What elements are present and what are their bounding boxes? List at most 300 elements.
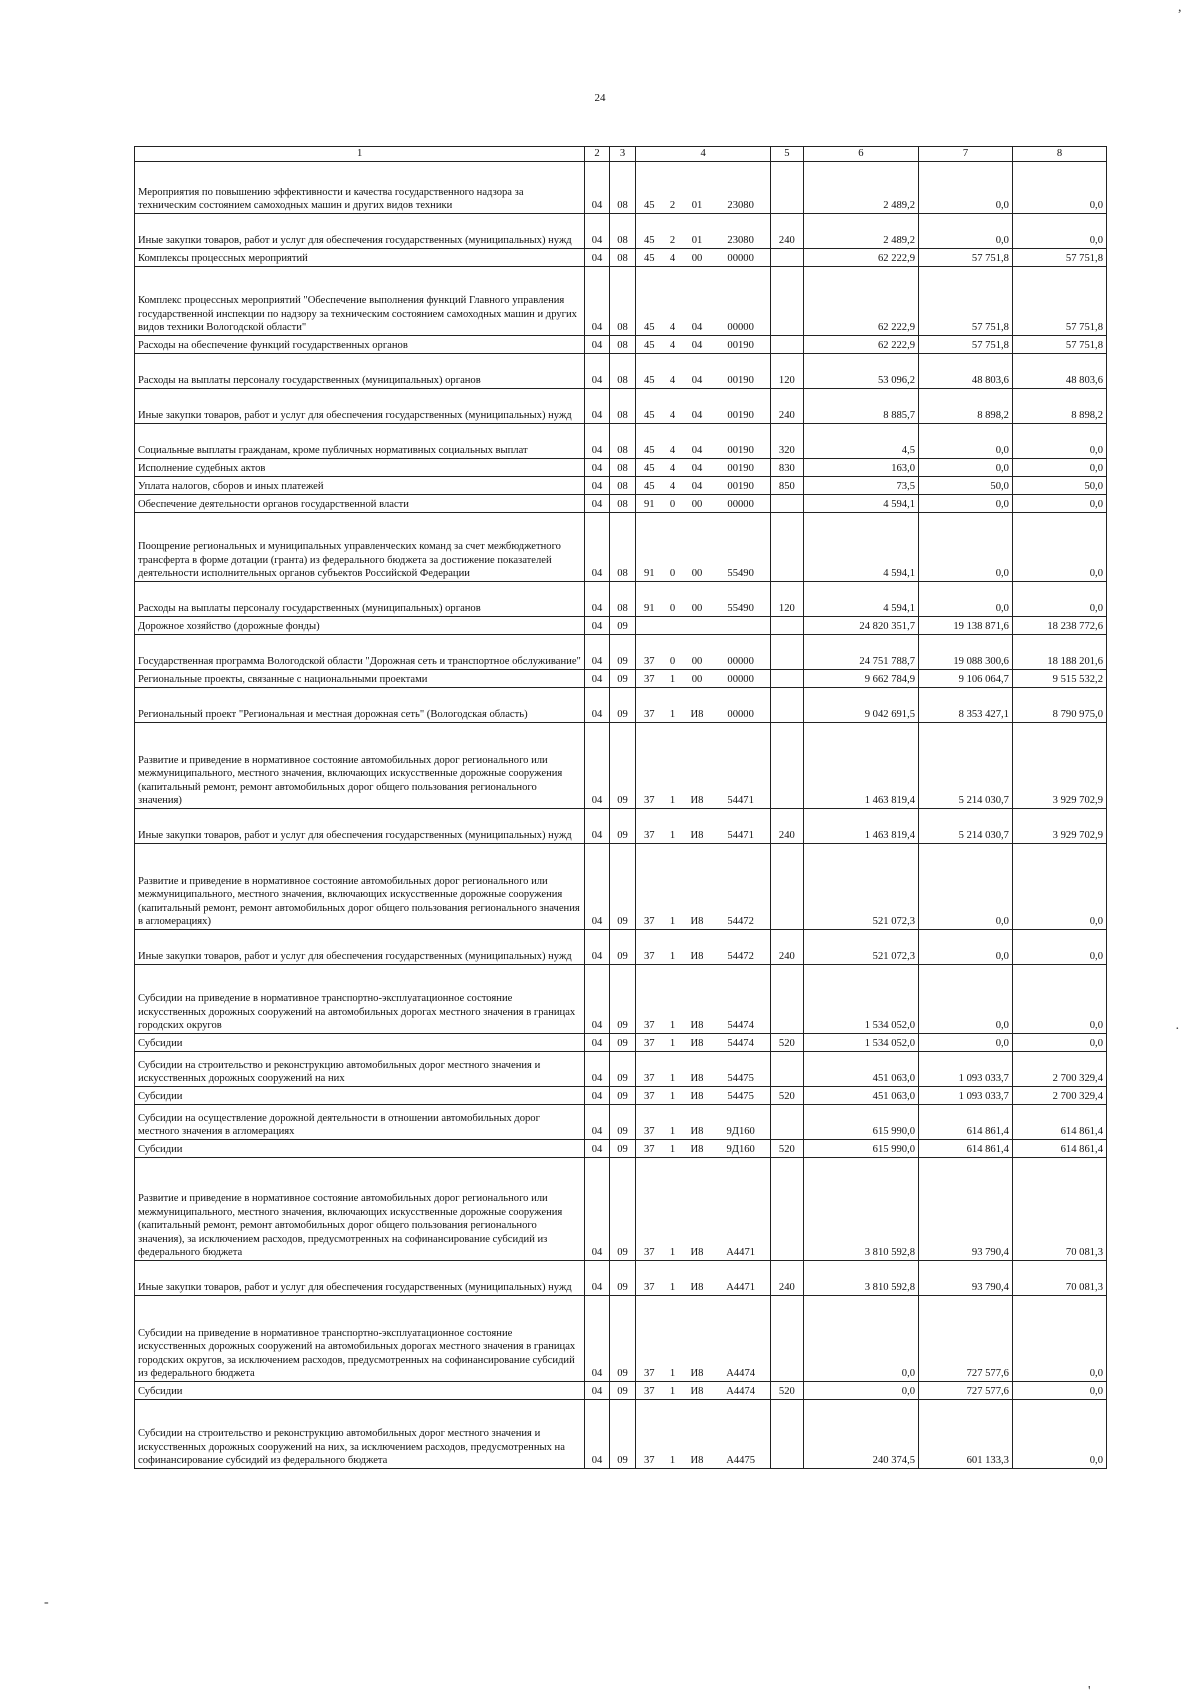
subsection-code: 08 xyxy=(609,214,636,249)
event-code: И8 xyxy=(683,809,712,844)
direction-code: 55490 xyxy=(711,582,770,617)
page-number: 24 xyxy=(594,92,606,104)
row-name: Мероприятия по повышению эффективности и качества государственного надзора за техническим состоянием самоходных машин и других видов техники xyxy=(135,162,585,214)
event-code: 04 xyxy=(683,424,712,459)
amount-col-7: 19 138 871,6 xyxy=(919,617,1013,635)
program-code: 45 xyxy=(636,424,663,459)
section-code: 04 xyxy=(585,1261,610,1296)
subsection-code: 09 xyxy=(609,930,636,965)
program-code: 91 xyxy=(636,582,663,617)
table-row xyxy=(135,336,1107,354)
direction-code: 54471 xyxy=(711,809,770,844)
row-name: Субсидии xyxy=(135,1034,585,1052)
subprogram-code: 0 xyxy=(662,582,682,617)
program-code: 37 xyxy=(636,1105,663,1140)
expense-type-code xyxy=(771,965,804,1034)
table-row xyxy=(135,1296,1107,1382)
amount-col-6: 0,0 xyxy=(803,1296,918,1382)
section-code: 04 xyxy=(585,513,610,582)
direction-code: 00000 xyxy=(711,635,770,670)
amount-col-6: 521 072,3 xyxy=(803,844,918,930)
table-row xyxy=(135,1087,1107,1105)
table-row xyxy=(135,635,1107,670)
row-name: Расходы на выплаты персоналу государственных (муниципальных) органов xyxy=(135,582,585,617)
section-code: 04 xyxy=(585,336,610,354)
expense-type-code xyxy=(771,267,804,336)
table-row xyxy=(135,1261,1107,1296)
amount-col-8: 0,0 xyxy=(1012,844,1106,930)
direction-code: 00190 xyxy=(711,336,770,354)
amount-col-6: 62 222,9 xyxy=(803,249,918,267)
program-code: 37 xyxy=(636,1261,663,1296)
row-name: Развитие и приведение в нормативное состояние автомобильных дорог регионального или межмуниципального, местного значения, включающих искусственные дорожные сооружения (капитальный ремонт, ремонт автомобильных дорог общего пользования регионального значения) xyxy=(135,723,585,809)
amount-col-8: 0,0 xyxy=(1012,582,1106,617)
expense-type-code: 830 xyxy=(771,459,804,477)
amount-col-8: 0,0 xyxy=(1012,162,1106,214)
column-header: 1 xyxy=(135,147,585,162)
event-code: 04 xyxy=(683,389,712,424)
section-code: 04 xyxy=(585,214,610,249)
expense-type-code: 520 xyxy=(771,1382,804,1400)
event-code: И8 xyxy=(683,1087,712,1105)
table-row xyxy=(135,1034,1107,1052)
subsection-code: 09 xyxy=(609,965,636,1034)
section-code: 04 xyxy=(585,1158,610,1261)
amount-col-7: 0,0 xyxy=(919,1034,1013,1052)
program-code: 37 xyxy=(636,809,663,844)
column-header: 5 xyxy=(771,147,804,162)
subprogram-code: 1 xyxy=(662,965,682,1034)
amount-col-6: 0,0 xyxy=(803,1382,918,1400)
direction-code: А4474 xyxy=(711,1296,770,1382)
row-name: Субсидии xyxy=(135,1140,585,1158)
program-code: 45 xyxy=(636,249,663,267)
section-code: 04 xyxy=(585,844,610,930)
table-row xyxy=(135,1158,1107,1261)
event-code: И8 xyxy=(683,1140,712,1158)
row-name: Комплекс процессных мероприятий "Обеспечение выполнения функций Главного управления государственной инспекции по надзору за техническим состоянием самоходных машин и других видов техники Вологодской области" xyxy=(135,267,585,336)
row-name: Обеспечение деятельности органов государственной власти xyxy=(135,495,585,513)
amount-col-7: 5 214 030,7 xyxy=(919,723,1013,809)
direction-code: 00190 xyxy=(711,389,770,424)
event-code: 00 xyxy=(683,495,712,513)
event-code: И8 xyxy=(683,1400,712,1469)
amount-col-6: 240 374,5 xyxy=(803,1400,918,1469)
column-header: 3 xyxy=(609,147,636,162)
subprogram-code: 1 xyxy=(662,723,682,809)
amount-col-6: 73,5 xyxy=(803,477,918,495)
table-row xyxy=(135,844,1107,930)
direction-code: А4475 xyxy=(711,1400,770,1469)
section-code: 04 xyxy=(585,459,610,477)
amount-col-7: 5 214 030,7 xyxy=(919,809,1013,844)
amount-col-7: 614 861,4 xyxy=(919,1140,1013,1158)
subprogram-code: 4 xyxy=(662,477,682,495)
subprogram-code: 1 xyxy=(662,809,682,844)
direction-code: 9Д160 xyxy=(711,1140,770,1158)
program-code: 45 xyxy=(636,214,663,249)
expense-type-code xyxy=(771,617,804,635)
amount-col-8: 50,0 xyxy=(1012,477,1106,495)
subprogram-code: 2 xyxy=(662,214,682,249)
amount-col-8: 0,0 xyxy=(1012,965,1106,1034)
subsection-code: 09 xyxy=(609,809,636,844)
row-name: Иные закупки товаров, работ и услуг для обеспечения государственных (муниципальных) нужд xyxy=(135,1261,585,1296)
amount-col-8: 0,0 xyxy=(1012,1400,1106,1469)
event-code: 01 xyxy=(683,214,712,249)
subsection-code: 09 xyxy=(609,1382,636,1400)
subprogram-code: 0 xyxy=(662,635,682,670)
table-row xyxy=(135,495,1107,513)
amount-col-6: 4,5 xyxy=(803,424,918,459)
amount-col-8: 2 700 329,4 xyxy=(1012,1087,1106,1105)
column-header: 4 xyxy=(636,147,771,162)
table-row xyxy=(135,354,1107,389)
row-name: Расходы на выплаты персоналу государственных (муниципальных) органов xyxy=(135,354,585,389)
expense-type-code: 120 xyxy=(771,354,804,389)
amount-col-6: 24 751 788,7 xyxy=(803,635,918,670)
row-name: Субсидии на осуществление дорожной деятельности в отношении автомобильных дорог местного значения в агломерациях xyxy=(135,1105,585,1140)
direction-code: 55490 xyxy=(711,513,770,582)
amount-col-8: 70 081,3 xyxy=(1012,1158,1106,1261)
expense-type-code: 520 xyxy=(771,1140,804,1158)
subprogram-code: 1 xyxy=(662,1400,682,1469)
amount-col-6: 3 810 592,8 xyxy=(803,1261,918,1296)
section-code: 04 xyxy=(585,1296,610,1382)
amount-col-7: 93 790,4 xyxy=(919,1158,1013,1261)
subsection-code: 08 xyxy=(609,162,636,214)
expense-type-code xyxy=(771,1158,804,1261)
amount-col-7: 0,0 xyxy=(919,459,1013,477)
amount-col-8: 614 861,4 xyxy=(1012,1105,1106,1140)
amount-col-6: 4 594,1 xyxy=(803,582,918,617)
amount-col-6: 1 534 052,0 xyxy=(803,1034,918,1052)
amount-col-8: 8 898,2 xyxy=(1012,389,1106,424)
amount-col-7: 57 751,8 xyxy=(919,267,1013,336)
expense-type-code: 120 xyxy=(771,582,804,617)
expense-type-code xyxy=(771,1105,804,1140)
direction-code xyxy=(711,617,770,635)
amount-col-8: 3 929 702,9 xyxy=(1012,723,1106,809)
subsection-code: 08 xyxy=(609,267,636,336)
amount-col-8: 0,0 xyxy=(1012,930,1106,965)
subprogram-code: 1 xyxy=(662,1087,682,1105)
amount-col-8: 9 515 532,2 xyxy=(1012,670,1106,688)
event-code: И8 xyxy=(683,723,712,809)
section-code: 04 xyxy=(585,965,610,1034)
amount-col-6: 62 222,9 xyxy=(803,267,918,336)
subsection-code: 08 xyxy=(609,513,636,582)
subprogram-code: 1 xyxy=(662,1382,682,1400)
table-row xyxy=(135,582,1107,617)
row-name: Региональный проект "Региональная и местная дорожная сеть" (Вологодская область) xyxy=(135,688,585,723)
amount-col-8: 0,0 xyxy=(1012,459,1106,477)
direction-code: 00000 xyxy=(711,688,770,723)
event-code: 01 xyxy=(683,162,712,214)
expense-type-code: 240 xyxy=(771,389,804,424)
direction-code: 54472 xyxy=(711,844,770,930)
amount-col-7: 1 093 033,7 xyxy=(919,1087,1013,1105)
expense-type-code: 240 xyxy=(771,930,804,965)
amount-col-7: 57 751,8 xyxy=(919,249,1013,267)
expense-type-code xyxy=(771,670,804,688)
program-code: 37 xyxy=(636,844,663,930)
direction-code: 54474 xyxy=(711,965,770,1034)
event-code: 04 xyxy=(683,267,712,336)
amount-col-8: 70 081,3 xyxy=(1012,1261,1106,1296)
direction-code: 54474 xyxy=(711,1034,770,1052)
subprogram-code: 1 xyxy=(662,1158,682,1261)
section-code: 04 xyxy=(585,809,610,844)
event-code: 00 xyxy=(683,513,712,582)
section-code: 04 xyxy=(585,424,610,459)
program-code: 45 xyxy=(636,389,663,424)
program-code: 37 xyxy=(636,965,663,1034)
row-name: Поощрение региональных и муниципальных управленческих команд за счет межбюджетного трансферта в форме дотации (гранта) из федерального бюджета за достижение показателей деятельности исполнительных органов субъектов Российской Федерации xyxy=(135,513,585,582)
program-code: 37 xyxy=(636,688,663,723)
expense-type-code: 850 xyxy=(771,477,804,495)
column-header: 6 xyxy=(803,147,918,162)
amount-col-7: 48 803,6 xyxy=(919,354,1013,389)
subprogram-code: 1 xyxy=(662,688,682,723)
table-row xyxy=(135,723,1107,809)
section-code: 04 xyxy=(585,688,610,723)
section-code: 04 xyxy=(585,477,610,495)
expense-type-code: 520 xyxy=(771,1034,804,1052)
amount-col-6: 1 534 052,0 xyxy=(803,965,918,1034)
section-code: 04 xyxy=(585,1382,610,1400)
expense-type-code xyxy=(771,688,804,723)
program-code: 37 xyxy=(636,1296,663,1382)
amount-col-7: 0,0 xyxy=(919,162,1013,214)
table-row xyxy=(135,688,1107,723)
subprogram-code: 1 xyxy=(662,1296,682,1382)
subsection-code: 09 xyxy=(609,1140,636,1158)
row-name: Иные закупки товаров, работ и услуг для обеспечения государственных (муниципальных) нужд xyxy=(135,809,585,844)
section-code: 04 xyxy=(585,930,610,965)
amount-col-7: 1 093 033,7 xyxy=(919,1052,1013,1087)
amount-col-8: 48 803,6 xyxy=(1012,354,1106,389)
table-row xyxy=(135,1400,1107,1469)
subsection-code: 08 xyxy=(609,336,636,354)
event-code: 00 xyxy=(683,249,712,267)
subprogram-code xyxy=(662,617,682,635)
section-code: 04 xyxy=(585,582,610,617)
row-name: Уплата налогов, сборов и иных платежей xyxy=(135,477,585,495)
direction-code: 9Д160 xyxy=(711,1105,770,1140)
direction-code: 54475 xyxy=(711,1052,770,1087)
row-name: Исполнение судебных актов xyxy=(135,459,585,477)
amount-col-6: 1 463 819,4 xyxy=(803,723,918,809)
expense-type-code xyxy=(771,1400,804,1469)
row-name: Развитие и приведение в нормативное состояние автомобильных дорог регионального или межмуниципального, местного значения, включающих искусственные дорожные сооружения (капитальный ремонт, ремонт автомобильных дорог общего пользования регионального значения в агломерациях) xyxy=(135,844,585,930)
event-code: И8 xyxy=(683,1261,712,1296)
direction-code: А4471 xyxy=(711,1158,770,1261)
amount-col-8: 57 751,8 xyxy=(1012,249,1106,267)
event-code: И8 xyxy=(683,688,712,723)
row-name: Субсидии на строительство и реконструкцию автомобильных дорог местного значения и искусственных дорожных сооружений на них, за исключением расходов, предусмотренных на софинансирование субсидий из федерального бюджета xyxy=(135,1400,585,1469)
subsection-code: 09 xyxy=(609,1105,636,1140)
section-code: 04 xyxy=(585,1087,610,1105)
amount-col-6: 9 042 691,5 xyxy=(803,688,918,723)
amount-col-6: 451 063,0 xyxy=(803,1052,918,1087)
subsection-code: 08 xyxy=(609,354,636,389)
table-row xyxy=(135,809,1107,844)
row-name: Региональные проекты, связанные с национальными проектами xyxy=(135,670,585,688)
section-code: 04 xyxy=(585,1052,610,1087)
program-code: 37 xyxy=(636,1140,663,1158)
row-name: Расходы на обеспечение функций государственных органов xyxy=(135,336,585,354)
subprogram-code: 1 xyxy=(662,1105,682,1140)
table-row xyxy=(135,930,1107,965)
row-name: Субсидии на приведение в нормативное транспортно-эксплуатационное состояние искусственных дорожных сооружений на автомобильных дорогах местного значения в границах городских округов xyxy=(135,965,585,1034)
program-code: 37 xyxy=(636,1158,663,1261)
expense-type-code xyxy=(771,1052,804,1087)
subsection-code: 09 xyxy=(609,1261,636,1296)
direction-code: 00000 xyxy=(711,249,770,267)
subsection-code: 08 xyxy=(609,477,636,495)
direction-code: 00190 xyxy=(711,459,770,477)
subsection-code: 08 xyxy=(609,249,636,267)
subprogram-code: 1 xyxy=(662,844,682,930)
row-name: Субсидии xyxy=(135,1382,585,1400)
direction-code: 00190 xyxy=(711,477,770,495)
row-name: Субсидии на приведение в нормативное транспортно-эксплуатационное состояние искусственных дорожных сооружений на автомобильных дорогах местного значения в границах городских округов, за исключением расходов, предусмотренных на софинансирование субсидий из федерального бюджета xyxy=(135,1296,585,1382)
amount-col-8: 0,0 xyxy=(1012,424,1106,459)
amount-col-7: 727 577,6 xyxy=(919,1296,1013,1382)
program-code: 45 xyxy=(636,336,663,354)
expense-type-code: 240 xyxy=(771,809,804,844)
scan-mark: , xyxy=(1178,0,1182,15)
amount-col-8: 18 238 772,6 xyxy=(1012,617,1106,635)
table-row xyxy=(135,162,1107,214)
section-code: 04 xyxy=(585,162,610,214)
event-code: И8 xyxy=(683,1158,712,1261)
budget-table xyxy=(134,146,1107,1469)
amount-col-7: 0,0 xyxy=(919,513,1013,582)
event-code: И8 xyxy=(683,1105,712,1140)
subsection-code: 09 xyxy=(609,723,636,809)
event-code: И8 xyxy=(683,1034,712,1052)
program-code: 37 xyxy=(636,1034,663,1052)
amount-col-7: 0,0 xyxy=(919,214,1013,249)
expense-type-code: 240 xyxy=(771,1261,804,1296)
subprogram-code: 1 xyxy=(662,670,682,688)
table-row xyxy=(135,214,1107,249)
direction-code: 54475 xyxy=(711,1087,770,1105)
expense-type-code xyxy=(771,336,804,354)
table-row xyxy=(135,1105,1107,1140)
subprogram-code: 1 xyxy=(662,1140,682,1158)
row-name: Иные закупки товаров, работ и услуг для обеспечения государственных (муниципальных) нужд xyxy=(135,214,585,249)
table-row xyxy=(135,249,1107,267)
direction-code: 00000 xyxy=(711,267,770,336)
section-code: 04 xyxy=(585,267,610,336)
amount-col-8: 0,0 xyxy=(1012,1382,1106,1400)
program-code: 45 xyxy=(636,459,663,477)
program-code: 45 xyxy=(636,477,663,495)
expense-type-code xyxy=(771,495,804,513)
direction-code: 00190 xyxy=(711,354,770,389)
amount-col-8: 18 188 201,6 xyxy=(1012,635,1106,670)
section-code: 04 xyxy=(585,635,610,670)
expense-type-code xyxy=(771,635,804,670)
table-row xyxy=(135,477,1107,495)
row-name: Субсидии на строительство и реконструкцию автомобильных дорог местного значения и искусственных дорожных сооружений на них xyxy=(135,1052,585,1087)
section-code: 04 xyxy=(585,617,610,635)
table-row xyxy=(135,513,1107,582)
row-name: Субсидии xyxy=(135,1087,585,1105)
row-name: Государственная программа Вологодской области "Дорожная сеть и транспортное обслуживание" xyxy=(135,635,585,670)
amount-col-8: 0,0 xyxy=(1012,495,1106,513)
amount-col-7: 8 353 427,1 xyxy=(919,688,1013,723)
amount-col-7: 0,0 xyxy=(919,844,1013,930)
amount-col-6: 1 463 819,4 xyxy=(803,809,918,844)
amount-col-8: 8 790 975,0 xyxy=(1012,688,1106,723)
program-code: 37 xyxy=(636,1382,663,1400)
event-code: 00 xyxy=(683,635,712,670)
subsection-code: 08 xyxy=(609,424,636,459)
program-code: 37 xyxy=(636,670,663,688)
subprogram-code: 1 xyxy=(662,1034,682,1052)
amount-col-8: 0,0 xyxy=(1012,214,1106,249)
expense-type-code xyxy=(771,723,804,809)
amount-col-6: 53 096,2 xyxy=(803,354,918,389)
program-code: 45 xyxy=(636,354,663,389)
program-code: 45 xyxy=(636,162,663,214)
subsection-code: 09 xyxy=(609,1400,636,1469)
amount-col-6: 163,0 xyxy=(803,459,918,477)
direction-code: 00000 xyxy=(711,495,770,513)
program-code: 45 xyxy=(636,267,663,336)
amount-col-7: 614 861,4 xyxy=(919,1105,1013,1140)
program-code: 37 xyxy=(636,1400,663,1469)
event-code: И8 xyxy=(683,965,712,1034)
amount-col-7: 0,0 xyxy=(919,965,1013,1034)
row-name: Комплексы процессных мероприятий xyxy=(135,249,585,267)
amount-col-6: 2 489,2 xyxy=(803,162,918,214)
program-code: 91 xyxy=(636,513,663,582)
subprogram-code: 4 xyxy=(662,354,682,389)
subsection-code: 08 xyxy=(609,495,636,513)
direction-code: 54471 xyxy=(711,723,770,809)
amount-col-7: 19 088 300,6 xyxy=(919,635,1013,670)
amount-col-6: 62 222,9 xyxy=(803,336,918,354)
amount-col-6: 4 594,1 xyxy=(803,495,918,513)
section-code: 04 xyxy=(585,1105,610,1140)
amount-col-7: 601 133,3 xyxy=(919,1400,1013,1469)
direction-code: А4471 xyxy=(711,1261,770,1296)
program-code xyxy=(636,617,663,635)
amount-col-6: 3 810 592,8 xyxy=(803,1158,918,1261)
table-row xyxy=(135,1382,1107,1400)
section-code: 04 xyxy=(585,1034,610,1052)
table-header-row xyxy=(135,147,1107,162)
program-code: 91 xyxy=(636,495,663,513)
expense-type-code: 520 xyxy=(771,1087,804,1105)
subsection-code: 09 xyxy=(609,670,636,688)
program-code: 37 xyxy=(636,723,663,809)
subprogram-code: 2 xyxy=(662,162,682,214)
event-code: 00 xyxy=(683,670,712,688)
subprogram-code: 1 xyxy=(662,1052,682,1087)
subsection-code: 09 xyxy=(609,635,636,670)
amount-col-6: 615 990,0 xyxy=(803,1140,918,1158)
column-header: 2 xyxy=(585,147,610,162)
event-code: 04 xyxy=(683,354,712,389)
subprogram-code: 4 xyxy=(662,267,682,336)
amount-col-6: 2 489,2 xyxy=(803,214,918,249)
